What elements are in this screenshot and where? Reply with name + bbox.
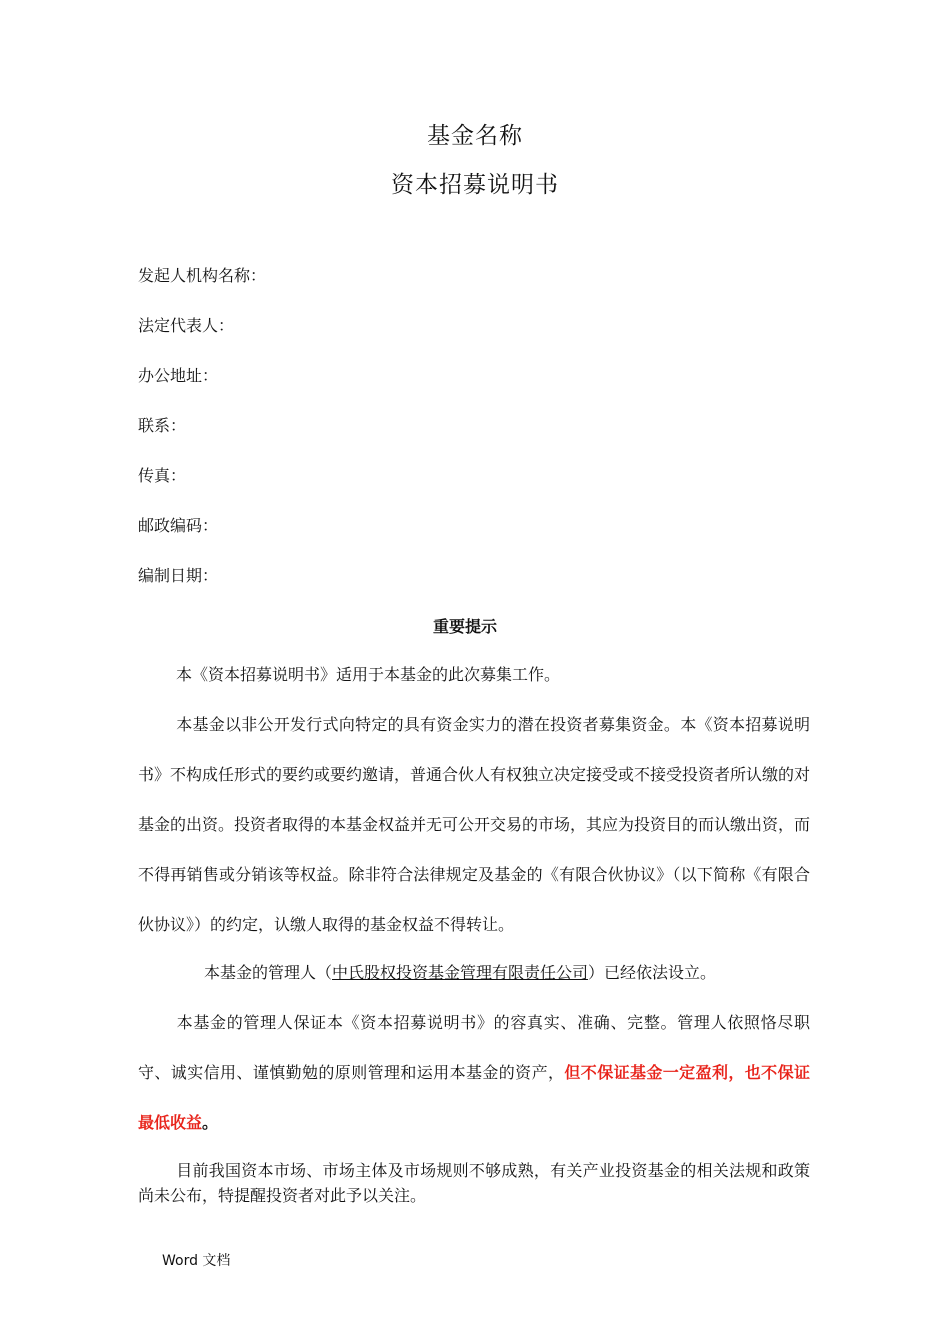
notice-paragraph-5 xyxy=(138,1158,810,1208)
office-address-label: 办公地址： xyxy=(138,366,219,385)
sponsor-name-label: 发起人机构名称： xyxy=(138,266,267,285)
postal-code-label: 邮政编码： xyxy=(138,516,219,535)
notice-paragraph-5-text: 目前我国资本市场、市场主体及市场规则不够成熟，有关产业投资基金的相关法规和政策尚未公布，特提醒投资者对此予以关注。 xyxy=(138,1161,810,1205)
notice-paragraph-1 xyxy=(138,650,810,700)
prospectus-title: 资本招募说明书 xyxy=(391,172,559,198)
manager-company-name: 中氏股权投资基金管理有限责任公司 xyxy=(332,963,589,982)
fax-label: 传真： xyxy=(138,466,187,485)
notice-paragraph-1-text: 本《资本招募说明书》适用于本基金的此次募集工作。 xyxy=(176,665,561,684)
no-guarantee-warning: 但不保证基金一定盈利，也不保证最低收益 xyxy=(138,1063,810,1132)
page-footer: Word 文档 xyxy=(162,1253,231,1269)
manager-prefix: 本基金的管理人（ xyxy=(204,963,333,982)
legal-representative-label: 法定代表人： xyxy=(138,316,235,335)
important-notice-heading: 重要提示 xyxy=(432,617,497,636)
notice-paragraph-4-text: 本基金的管理人保证本《资本招募说明书》的容真实、准确、完整。管理人依照恪尽职守、诚实信用、谨慎勤勉的原则管理和运用本基金的资产， xyxy=(138,1013,810,1082)
manager-suffix: ）已经依法设立。 xyxy=(588,963,717,982)
notice-paragraph-2-text: 本基金以非公开发行式向特定的具有资金实力的潜在投资者募集资金。本《资本招募说明书》不构成任形式的要约或要约邀请，普通合伙人有权独立决定接受或不接受投资者所认缴的对基金的出资。投资者取得的本基金权益并无可公开交易的市场，其应为投资目的而认缴出资，而不得再销售或分销该等权益。除非符合法律规定及基金的《有限合伙协议》（以下简称《有限合伙协议》）的约定，认缴人取得的基金权益不得转让。 xyxy=(138,715,811,934)
notice-paragraph-3 xyxy=(166,948,816,998)
compile-date-label: 编制日期： xyxy=(138,566,219,585)
contact-label: 联系： xyxy=(138,416,187,435)
notice-paragraph-4-end: 。 xyxy=(202,1113,219,1132)
fund-name-title: 基金名称 xyxy=(427,123,523,149)
notice-paragraph-4 xyxy=(138,998,810,1148)
notice-paragraph-2 xyxy=(138,700,810,950)
